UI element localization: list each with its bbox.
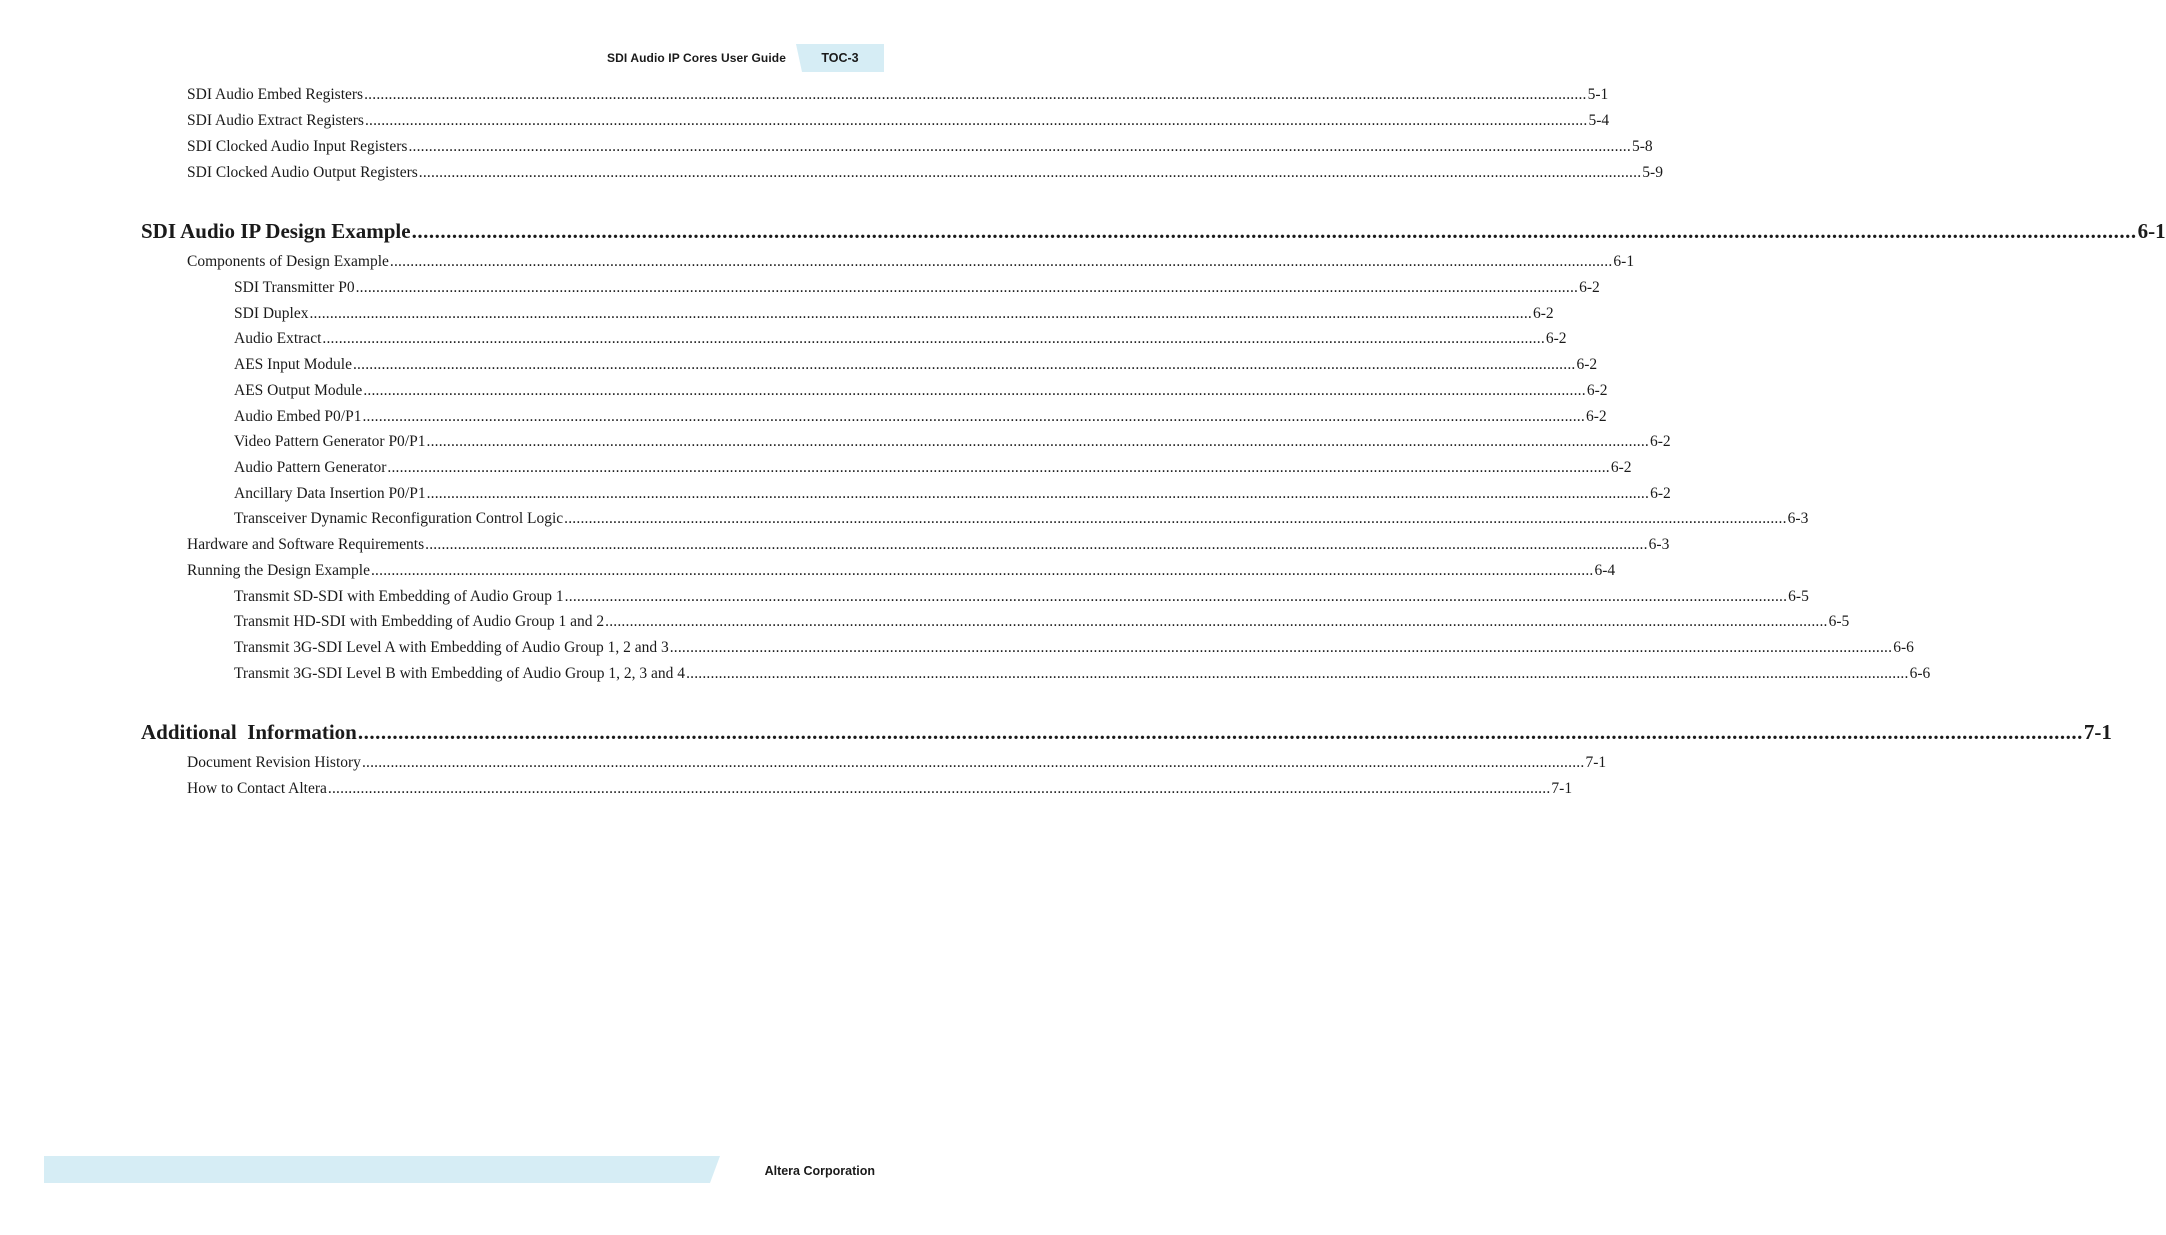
toc-leader-dots: ............................................................................................................................................................................................................................................................................................................: [564, 510, 1787, 527]
toc-entry-page: 6-2: [1586, 382, 1608, 399]
toc-entry-page: 5-9: [1642, 164, 1663, 181]
toc-chapter-title: Additional Information: [141, 720, 357, 744]
toc-entry-title: SDI Clocked Audio Input Registers: [187, 138, 408, 155]
toc-chapter-page: 6-1: [2137, 219, 2166, 243]
toc-subentry[interactable]: [234, 485, 1671, 503]
toc-entry-page: 5-8: [1631, 138, 1653, 155]
toc-entry-title: SDI Transmitter P0: [234, 279, 355, 296]
toc-leader-dots: ............................................................................................................................................................................................................................................................................................................: [426, 485, 1650, 502]
toc-leader-dots: ............................................................................................................................................................................................................................................................................................................: [361, 754, 1585, 771]
toc-subentry[interactable]: [234, 382, 1608, 400]
toc-entry-page: 6-5: [1788, 588, 1809, 605]
toc-entry-title: Transmit 3G-SDI Level B with Embedding of Audio Group 1, 2, 3 and 4: [234, 665, 686, 682]
toc-entry-page: 6-2: [1576, 356, 1598, 373]
toc-leader-dots: ............................................................................................................................................................................................................................................................................................................: [362, 408, 1585, 425]
toc-entry-page: 6-6: [1893, 639, 1914, 656]
toc-leader-dots: ............................................................................................................................................................................................................................................................................................................: [389, 253, 1613, 270]
footer-company: Altera Corporation: [764, 1164, 875, 1178]
toc-entry-page: 6-2: [1650, 433, 1671, 450]
toc-entry-title: Transmit SD-SDI with Embedding of Audio Group 1: [234, 588, 564, 605]
toc-leader-dots: ............................................................................................................................................................................................................................................................................................................: [411, 219, 2137, 243]
toc-subentry[interactable]: [234, 356, 1598, 374]
toc-leader-dots: ............................................................................................................................................................................................................................................................................................................: [669, 639, 1893, 656]
toc-entry-page: 5-1: [1587, 86, 1609, 103]
toc-entry-page: 6-2: [1545, 330, 1567, 347]
toc-leader-dots: ............................................................................................................................................................................................................................................................................................................: [686, 665, 1909, 682]
toc-entry-page: 6-5: [1828, 613, 1850, 630]
toc-subentry[interactable]: [234, 279, 1600, 297]
toc-entry-title: AES Input Module: [234, 356, 352, 373]
toc-subentry[interactable]: [234, 408, 1607, 426]
toc-leader-dots: ............................................................................................................................................................................................................................................................................................................: [605, 613, 1828, 630]
toc-entry-title: Transceiver Dynamic Reconfiguration Control Logic: [234, 510, 564, 527]
toc-entry-title: Audio Pattern Generator: [234, 459, 387, 476]
toc-subentry[interactable]: [234, 305, 1554, 323]
toc-entry-title: Transmit HD-SDI with Embedding of Audio Group 1 and 2: [234, 613, 605, 630]
toc-entry-page: 6-4: [1594, 562, 1616, 579]
toc-entry-title: Video Pattern Generator P0/P1: [234, 433, 426, 450]
toc-chapter-page: 7-1: [2083, 720, 2112, 744]
toc-leader-dots: ............................................................................................................................................................................................................................................................................................................: [387, 459, 1610, 476]
toc-entry-title: AES Output Module: [234, 382, 363, 399]
toc-entry-page: 7-1: [1585, 754, 1607, 771]
toc-subentry[interactable]: [234, 459, 1632, 477]
toc-chapter-heading[interactable]: [141, 219, 2166, 244]
toc-entry-page: 6-2: [1585, 408, 1607, 425]
toc-entry-title: Hardware and Software Requirements: [187, 536, 425, 553]
toc-entry-title: Document Revision History: [187, 754, 361, 771]
toc-entry-title: SDI Clocked Audio Output Registers: [187, 164, 418, 181]
toc-entry-title: SDI Audio Extract Registers: [187, 112, 364, 129]
toc-entry[interactable]: [187, 562, 1616, 580]
toc-entry-page: 6-3: [1648, 536, 1670, 553]
toc-entry-title: Audio Extract: [234, 330, 322, 347]
toc-entry[interactable]: [187, 112, 1610, 130]
toc-leader-dots: ............................................................................................................................................................................................................................................................................................................: [327, 780, 1551, 797]
toc-subentry[interactable]: [234, 588, 1809, 606]
toc-subentry[interactable]: [234, 330, 1567, 348]
toc-entry-page: 6-1: [1613, 253, 1635, 270]
toc-entry[interactable]: [187, 86, 1609, 104]
toc-entry-title: Audio Embed P0/P1: [234, 408, 362, 425]
toc-leader-dots: ............................................................................................................................................................................................................................................................................................................: [564, 588, 1788, 605]
toc-subentry[interactable]: [234, 510, 1809, 528]
toc-entry-title: SDI Audio Embed Registers: [187, 86, 364, 103]
toc-entry[interactable]: [187, 780, 1573, 798]
toc-leader-dots: ............................................................................................................................................................................................................................................................................................................: [309, 305, 1532, 322]
toc-leader-dots: ............................................................................................................................................................................................................................................................................................................: [363, 382, 1586, 399]
toc-subentry[interactable]: [234, 665, 1931, 683]
toc-leader-dots: ............................................................................................................................................................................................................................................................................................................: [425, 536, 1648, 553]
toc-chapter-title: SDI Audio IP Design Example: [141, 219, 411, 243]
toc-entry-page: 6-3: [1787, 510, 1809, 527]
toc-entry-page: 6-2: [1610, 459, 1632, 476]
toc-leader-dots: ............................................................................................................................................................................................................................................................................................................: [364, 86, 1587, 103]
toc-entry[interactable]: [187, 536, 1670, 554]
toc-entry-page: 5-4: [1588, 112, 1610, 129]
toc-entry-title: Transmit 3G-SDI Level A with Embedding of Audio Group 1, 2 and 3: [234, 639, 669, 656]
toc-leader-dots: ............................................................................................................................................................................................................................................................................................................: [426, 433, 1649, 450]
toc-entry-page: 6-6: [1909, 665, 1931, 682]
toc-entry-title: Running the Design Example: [187, 562, 370, 579]
toc-entry[interactable]: [187, 754, 1607, 772]
toc-leader-dots: ............................................................................................................................................................................................................................................................................................................: [418, 164, 1642, 181]
toc-subentry[interactable]: [234, 639, 1914, 657]
toc-subentry[interactable]: [234, 613, 1850, 631]
page-label: TOC-3: [821, 51, 859, 65]
toc-entry[interactable]: [187, 138, 1653, 156]
toc-entry-title: Ancillary Data Insertion P0/P1: [234, 485, 426, 502]
footer-band: [44, 1156, 720, 1183]
toc-entry-page: 6-2: [1579, 279, 1600, 296]
toc-leader-dots: ............................................................................................................................................................................................................................................................................................................: [355, 279, 1579, 296]
document-title: SDI Audio IP Cores User Guide: [607, 51, 786, 65]
toc-entry-page: 6-2: [1532, 305, 1554, 322]
toc-leader-dots: ............................................................................................................................................................................................................................................................................................................: [322, 330, 1545, 347]
toc-subentry[interactable]: [234, 433, 1671, 451]
toc-entry-page: 7-1: [1551, 780, 1573, 797]
toc-entry-title: Components of Design Example: [187, 253, 389, 270]
toc-entry-page: 6-2: [1650, 485, 1671, 502]
toc-chapter-heading[interactable]: [141, 720, 2112, 745]
toc-leader-dots: ............................................................................................................................................................................................................................................................................................................: [352, 356, 1576, 373]
toc-entry[interactable]: [187, 164, 1663, 182]
toc-leader-dots: ............................................................................................................................................................................................................................................................................................................: [357, 720, 2083, 744]
toc-leader-dots: ............................................................................................................................................................................................................................................................................................................: [408, 138, 1631, 155]
toc-leader-dots: ............................................................................................................................................................................................................................................................................................................: [370, 562, 1594, 579]
toc-entry[interactable]: [187, 253, 1635, 271]
toc-entry-title: SDI Duplex: [234, 305, 309, 322]
toc-leader-dots: ............................................................................................................................................................................................................................................................................................................: [364, 112, 1588, 129]
toc-entry-title: How to Contact Altera: [187, 780, 327, 797]
